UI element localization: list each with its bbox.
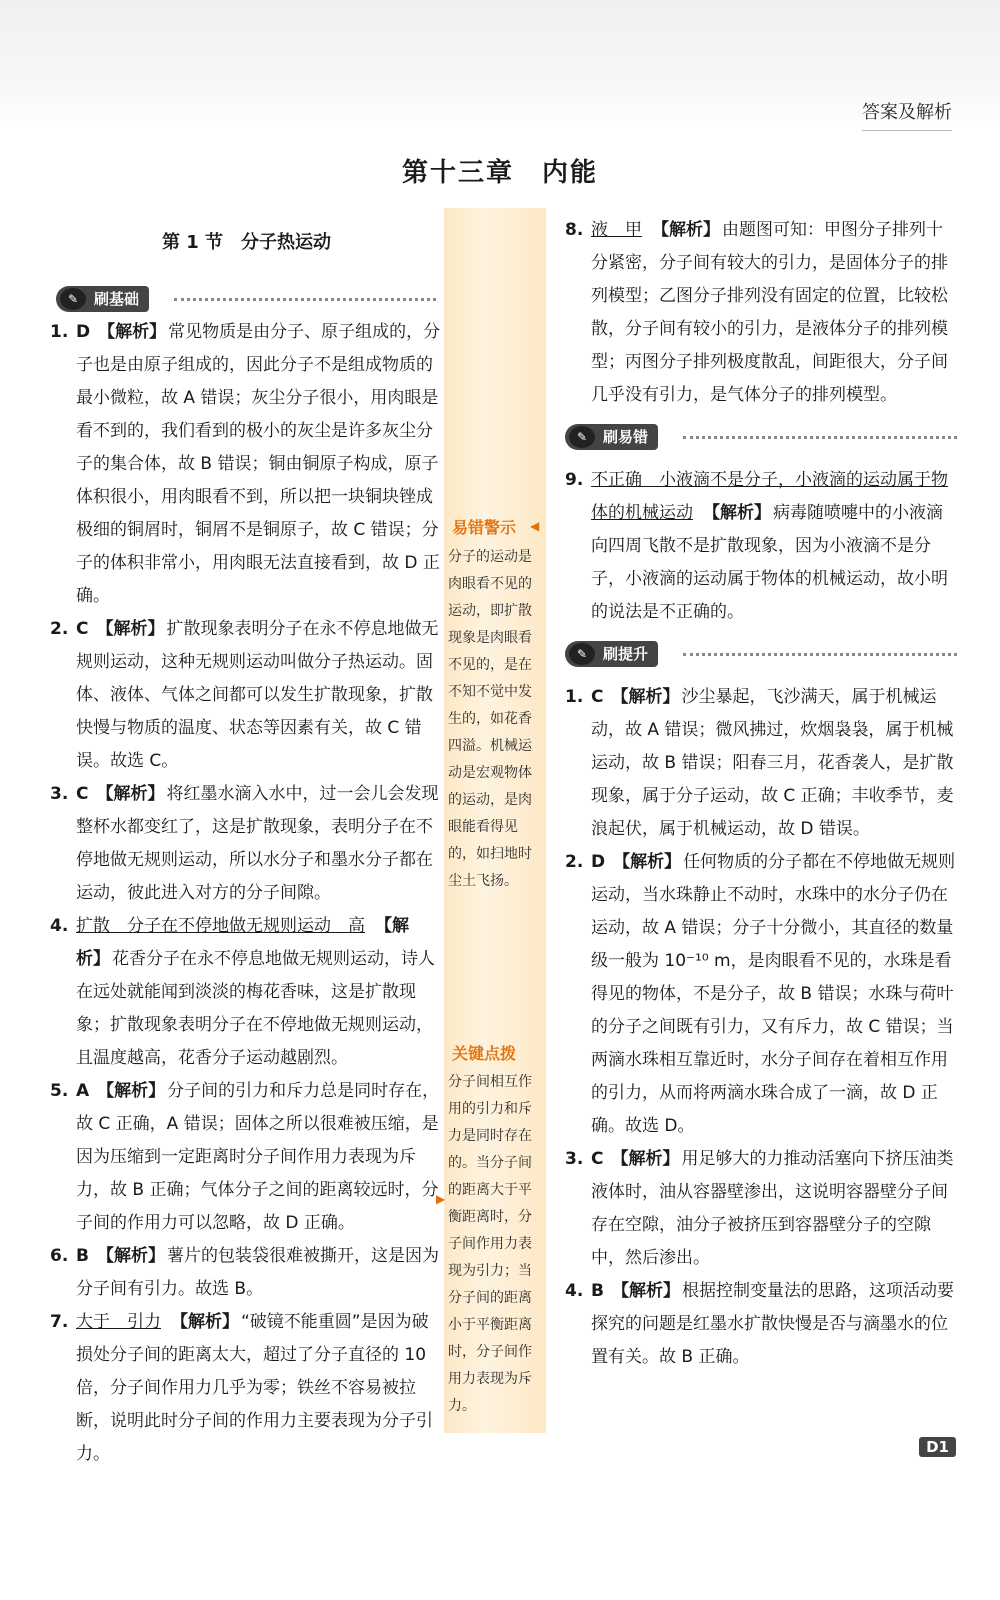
book-icon: ✎ — [60, 288, 86, 310]
question-item: 2. C【 解析 】 扩散现象表明分子在永不停息地做无规则运动，这种无规则运动叫做分子热运动。固体、液体、气体之间都可以发生扩散现象，扩散快慢与物质的温度、状态等因素有关，故 C 错误。故选 C。 — [50, 613, 442, 778]
question-item: 1. C【 解析 】 沙尘暴起，飞沙满天，属于机械运动，故 A 错误；微风拂过，炊烟袅袅，属于机械运动，故 B 错误；阳春三月，花香袭人，是扩散现象，属于分子运动，故 C 正确；丰收季节，麦浪起伏，属于机械运动，故 D 错误。 — [565, 681, 957, 846]
question-item: 1. D【 解析 】 常见物质是由分子、原子组成的，分子也是由原子组成的，因此分子不是组成物质的最小微粒，故 A 错误；灰尘分子很小，用肉眼是看不到的，我们看到的极小的灰尘是许多灰尘分子的集合体，故 B 错误；铜由铜原子构成，原子体积很小，用肉眼看不到，所以把一块铜块锉成极细的铜屑时，铜屑不是铜原子，故 C 错误；分子的体积非常小，用肉眼无法直接看到，故 D 正确。 — [50, 316, 442, 613]
question-item: 5. A【 解析 】 分子间的引力和斥力总是同时存在，故 C 正确，A 错误；固体之所以很难被压缩，是因为压缩到一定距离时分子间作用力表现为斥力，故 B 正确；气体分子之间的距离较远时，分子间的作用力可以忽略，故 D 正确。 — [50, 1075, 442, 1240]
question-item: 9. 不正确 小液滴不是分子，小液滴的运动属于物体的机械运动【 解析 】 病毒随喷嚏中的小液滴向四周飞散不是扩散现象，因为小液滴不是分子，小液滴的运动属于物体的机械运动，故小明的说法是不正确的。 — [565, 464, 957, 629]
top-margin — [0, 0, 1000, 130]
dotted-divider — [174, 298, 436, 301]
dotted-divider — [683, 653, 957, 656]
question-item: 3. C【 解析 】 用足够大的力推动活塞向下挤压油类液体时，油从容器壁渗出，这说明容器壁分子间存在空隙，油分子被挤压到容器壁分子的空隙中，然后渗出。 — [565, 1143, 957, 1275]
question-item: 7. 大于 引力【 解析 】 “破镜不能重圆”是因为破损处分子间的距离太大，超过了分子直径的 10 倍，分子间作用力几乎为零；铁丝不容易被拉断，说明此时分子间的作用力主要表现为分子引力。 — [50, 1306, 442, 1471]
banner-advance: ✎ 刷提升 — [565, 641, 957, 671]
book-icon: ✎ — [569, 643, 595, 665]
warn-text: 分子的运动是肉眼看不见的运动，即扩散现象是肉眼看不见的，是在不知不觉中发生的，如花香四溢。机械运动是宏观物体的运动，是肉眼能看得见的，如扫地时尘土飞扬。 — [448, 549, 532, 889]
arrow-icon: ◀ — [530, 519, 540, 533]
left-column — [50, 316, 442, 1471]
question-item: 8. 液 甲【 解析 】 由题图可知：甲图分子排列十分紧密，分子间有较大的引力，是固体分子的排列模型；乙图分子排列没有固定的位置，比较松散，分子间有较小的引力，是液体分子的排列模型；丙图分子排列极度散乱，间距很大，分子间几乎没有引力，是气体分子的排列模型。 — [565, 214, 957, 412]
question-item: 4. B【 解析 】 根据控制变量法的思路，这项活动要探究的问题是红墨水扩散快慢是否与滴墨水的位置有关。故 B 正确。 — [565, 1275, 957, 1374]
section-title: 第 1 节 分子热运动 — [162, 232, 332, 253]
running-header: 答案及解析 — [862, 98, 952, 131]
chapter-title: 第十三章 内能 — [401, 158, 598, 188]
question-item: 6. B【 解析 】 薯片的包装袋很难被撕开，这是因为分子间有引力。故选 B。 — [50, 1240, 442, 1306]
warn-title: 易错警示 — [452, 518, 517, 537]
question-item: 4. 扩散 分子在不停地做无规则运动 高【 解析 】 花香分子在永不停息地做无规则运动，诗人在远处就能闻到淡淡的梅花香味，这是扩散现象；扩散现象表明分子在不停地做无规则运动，且温度越高，花香分子运动越剧烈。 — [50, 910, 442, 1075]
question-item: 3. C【 解析 】 将红墨水滴入水中，过一会儿会发现整杯水都变红了，这是扩散现象，表明分子在不停地做无规则运动，所以水分子和墨水分子都在运动，彼此进入对方的分子间隙。 — [50, 778, 442, 910]
arrow-icon: ▶ — [436, 1192, 446, 1206]
key-text: 分子间相互作用的引力和斥力是同时存在的。当分子间的距离大于平衡距离时，分子间作用力表现为引力；当分子间的距离小于平衡距离时，分子间作用力表现为斥力。 — [448, 1074, 532, 1414]
page-number: D1 — [919, 1437, 956, 1457]
book-icon: ✎ — [569, 426, 595, 448]
key-title: 关键点拨 — [452, 1044, 517, 1063]
right-column — [565, 214, 957, 1374]
banner-error: ✎ 刷易错 — [565, 424, 957, 454]
question-item: 2. D【 解析 】 任何物质的分子都在不停地做无规则运动，当水珠静止不动时，水珠中的水分子仍在运动，故 A 错误；分子十分微小，其直径的数量级一般为 10⁻¹⁰ m，是肉眼看不见的，水珠是看得见的物体，不是分子，故 B 错误；水珠与荷叶的分子之间既有引力，又有斥力，故 C 错误；当两滴水珠相互靠近时，水分子间存在着相互作用的引力，从而将两滴水珠合成了一滴，故 D 正确。故选 D。 — [565, 846, 957, 1143]
banner-basic: ✎ 刷基础 — [56, 286, 436, 316]
dotted-divider — [683, 436, 957, 439]
